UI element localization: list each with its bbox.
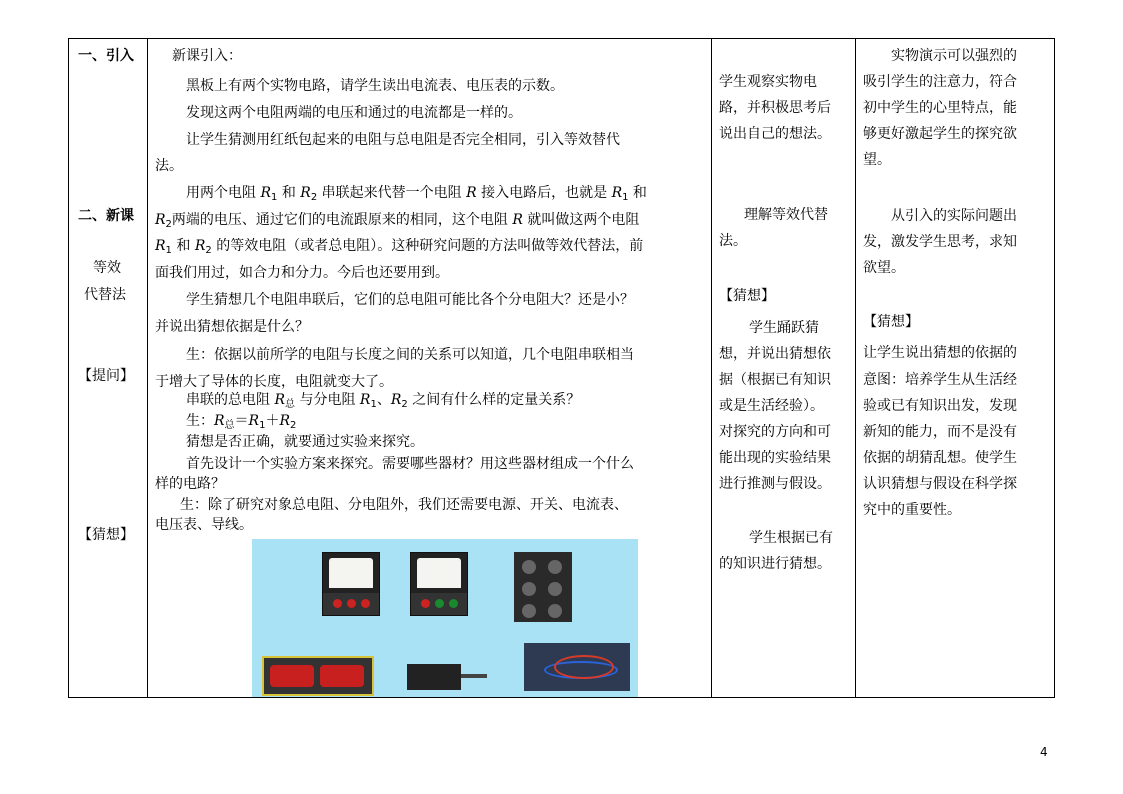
c4-line: 认识猜想与假设在科学探 [863, 476, 1017, 492]
c4-line: 从引入的实际问题出 [891, 208, 1017, 224]
c3-line: 学生踊跃猜 [749, 320, 819, 336]
c2-line: 串联的总电阻 $R_总$ 与分电阻 $R_1$、$R_2$ 之间有什么样的定量关系？ [186, 392, 581, 410]
c2-line: 学生猜想几个电阻串联后，它们的总电阻可能比各个分电阻大？还是小？ [186, 292, 634, 308]
c3-line: 理解等效代替 [744, 207, 828, 223]
voltmeter-image [410, 552, 468, 616]
c2-line: 法。 [155, 158, 183, 174]
c4-line: 够更好激起学生的探究欲 [863, 126, 1017, 142]
c3-line: 法。 [719, 233, 747, 249]
c3-line: 能出现的实验结果 [719, 450, 831, 466]
stage-question: 【提问】 [78, 368, 134, 384]
c2-line: 黑板上有两个实物电路，请学生读出电流表、电压表的示数。 [186, 78, 564, 94]
c2-line: 猜想是否正确，就要通过实验来探究。 [186, 434, 424, 450]
column-divider [147, 39, 148, 697]
c2-line: 于增大了导体的长度，电阻就变大了。 [155, 374, 393, 390]
c4-line: 新知的能力，而不是没有 [863, 424, 1017, 440]
ammeter-image [322, 552, 380, 616]
c4-line: 让学生说出猜想的依据的 [863, 345, 1017, 361]
stage-new-lesson: 二、新课 [78, 208, 134, 224]
c4-line: 【猜想】 [863, 314, 919, 330]
c2-line: 电压表、导线。 [155, 517, 253, 533]
c2-line: $R_1$ 和 $R_2$ 的等效电阻（或者总电阻）。这种研究问题的方法叫做等效代替法，前 [155, 238, 644, 256]
resistor-box-image [514, 552, 572, 622]
page-number: 4 [1040, 745, 1048, 759]
c3-line: 据（根据已有知识 [719, 372, 831, 388]
stage-guess: 【猜想】 [78, 527, 134, 543]
stage-equiv-2: 代替法 [84, 287, 126, 303]
c2-line: 用两个电阻 $R_1$ 和 $R_2$ 串联起来代替一个电阻 R 接入电路后，也就是 $R_1$ 和 [186, 185, 647, 203]
battery-holder-image [262, 656, 374, 696]
c4-line: 实物演示可以强烈的 [891, 48, 1017, 64]
column-divider [855, 39, 856, 697]
c2-line: 首先设计一个实验方案来探究。需要哪些器材？用这些器材组成一个什么 [186, 456, 634, 472]
c2-line: 生：除了研究对象总电阻、分电阻外，我们还需要电源、开关、电流表、 [180, 497, 628, 513]
c4-line: 究中的重要性。 [863, 502, 961, 518]
c2-line: 生：依据以前所学的电阻与长度之间的关系可以知道，几个电阻串联相当 [186, 347, 634, 363]
c4-line: 发，激发学生思考，求知 [863, 234, 1017, 250]
c3-line: 路，并积极思考后 [719, 100, 831, 116]
c2-line: 发现这两个电阻两端的电压和通过的电流都是一样的。 [186, 105, 522, 121]
c3-line: 想，并说出猜想依 [719, 346, 831, 362]
equipment-photo [252, 539, 638, 697]
c2-line: 让学生猜测用红纸包起来的电阻与总电阻是否完全相同，引入等效替代 [186, 132, 620, 148]
switch-image [407, 664, 461, 690]
c2-line: 新课引入： [172, 48, 242, 64]
c3-line: 或是生活经验）。 [719, 398, 824, 414]
stage-intro: 一、引入 [78, 48, 134, 64]
c4-line: 依据的胡猜乱想。使学生 [863, 450, 1017, 466]
c3-line: 学生根据已有 [749, 530, 833, 546]
c4-line: 望。 [863, 152, 891, 168]
c3-line: 学生观察实物电 [719, 74, 817, 90]
wires-image [524, 643, 630, 691]
lesson-table [68, 38, 1055, 698]
c4-line: 初中学生的心里特点，能 [863, 100, 1017, 116]
c4-line: 验或已有知识出发，发现 [863, 398, 1017, 414]
column-divider [711, 39, 712, 697]
stage-equiv-1: 等效 [93, 260, 121, 276]
c2-line: $R_2$两端的电压、通过它们的电流跟原来的相同，这个电阻 R 就叫做这两个电阻 [155, 212, 640, 230]
c2-line: 面我们用过，如合力和分力。今后也还要用到。 [155, 265, 449, 281]
c2-line: 样的电路？ [155, 476, 225, 492]
c3-line: 对探究的方向和可 [719, 424, 831, 440]
c3-line: 【猜想】 [719, 288, 775, 304]
c3-line: 进行推测与假设。 [719, 476, 831, 492]
c4-line: 意图：培养学生从生活经 [863, 372, 1017, 388]
c2-line: 生：$R_总=R_1+R_2$ [186, 413, 297, 431]
c3-line: 的知识进行猜想。 [719, 556, 831, 572]
c2-line: 并说出猜想依据是什么？ [155, 319, 309, 335]
c3-line: 说出自己的想法。 [719, 126, 831, 142]
c4-line: 欲望。 [863, 260, 905, 276]
c4-line: 吸引学生的注意力，符合 [863, 74, 1017, 90]
